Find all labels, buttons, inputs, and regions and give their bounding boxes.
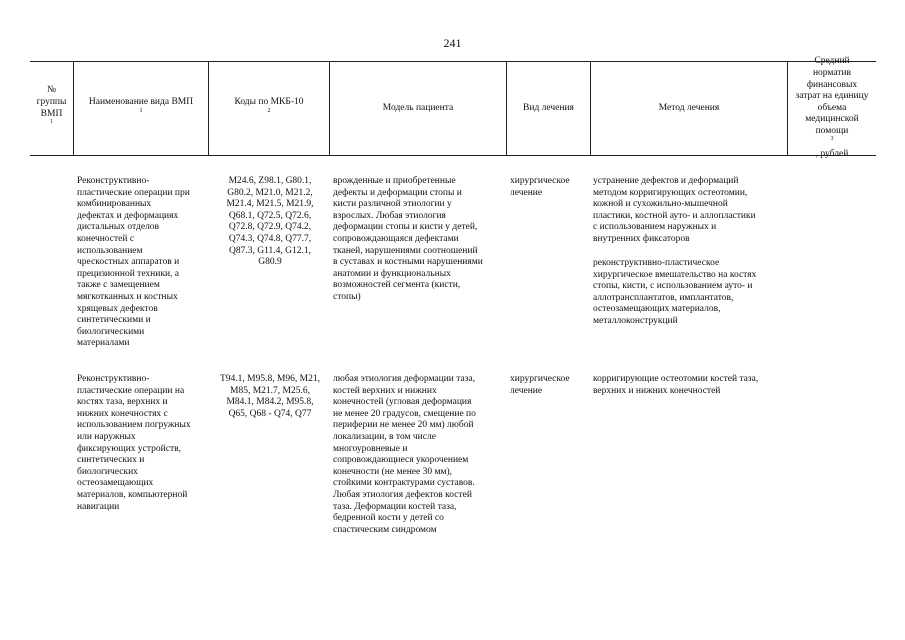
table-header-rule: [30, 155, 876, 156]
treatment-method-cell: реконструктивно-пластическое хирургическое вмешательство на костях стопы, кисти, с использованием ауто- и аллотрансплантатов, имплантатов, остеозамещающих материалов, металлоконструкций: [593, 258, 757, 326]
header-group-no: [30, 62, 73, 155]
treatment-method-cell: корригирующие остеотомии костей таза, верхних и нижних конечностей: [593, 374, 759, 396]
header-icd-codes: [209, 62, 329, 155]
header-treatment-method: [591, 62, 787, 155]
header-treatment-type: [507, 62, 590, 155]
header-vmp-name-text: Наименование вида ВМП: [88, 96, 194, 107]
icd-codes-cell: T94.1, M95.8, M96, M21, M85, M21.7, M25.6, M84.1, M84.2, M95.8, Q65, Q68 - Q74, Q77: [219, 374, 321, 419]
header-cost-norm-text: Средний норматив финансовых затрат на единицу объема медицинской помощи: [795, 56, 869, 136]
header-treatment-type-text: Вид лечения: [523, 102, 574, 113]
header-cost-norm: [788, 56, 876, 160]
header-patient-model: [330, 62, 506, 155]
header-patient-model-text: Модель пациента: [382, 102, 454, 113]
vmp-name-cell: Реконструктивно- пластические операции на костях таза, верхних и нижних конечностях с использованием погружных или наружных фиксирующих устройств, синтетических и биологических остеозамещающих материалов, компьютерной навигации: [77, 374, 191, 512]
patient-model-cell: любая этиология деформации таза, костей верхних и нижних конечностей (угловая деформация не менее 20 градусов, смещение по периферии не менее 20 мм) любой локализации, в том числе многоуровневые и сопровождающиеся укорочением конечности (не менее 30 мм), стойкими контрактурами суставов. Любая этиология дефектов костей таза. Деформации костей таза, бедренной кости у детей со спастическим синдромом: [333, 374, 476, 535]
footnote-marker: 2: [267, 107, 271, 114]
patient-model-cell: врожденные и приобретенные дефекты и деформации стопы и кисти различной этиологии у взрослых. Любая этиология деформации стопы и кисти у детей, сопровождающаяся дефектами тканей, нарушениями соотношений в суставах и костными нарушениями анатомии и функциональных возможностей сегмента (кисти, стопы): [333, 176, 483, 302]
footnote-marker: 1: [139, 107, 143, 114]
header-icd-codes-text: Коды по МКБ-10: [234, 96, 304, 107]
header-treatment-method-text: Метод лечения: [658, 102, 720, 113]
header-vmp-name: [74, 62, 208, 155]
treatment-type-cell: хирургическое лечение: [510, 374, 570, 396]
vmp-name-cell: Реконструктивно- пластические операции при комбинированных дефектах и деформациях дистальных отделов конечностей с использованием чрескостных аппаратов и прецизионной техники, а также с замещением мягкотканных и костных хрящевых дефектов синтетическими и биологическими материалами: [77, 176, 190, 349]
treatment-type-cell: хирургическое лечение: [510, 176, 570, 198]
icd-codes-cell: M24.6, Z98.1, G80.1, G80.2, M21.0, M21.2, M21.4, M21.5, M21.9, Q68.1, Q72.5, Q72.6, Q72.8, Q72.9, Q74.2, Q74.3, Q74.8, Q77.7, Q87.3, G11.4, G12.1, G80.9: [226, 176, 314, 268]
footnote-marker: 3: [830, 136, 834, 143]
header-group-no-text: № группы ВМП: [36, 85, 67, 119]
header-cost-norm-unit: , рублей: [815, 149, 849, 160]
footnote-marker: 1: [49, 118, 53, 125]
treatment-method-cell: устранение дефектов и деформаций методом корригирующих остеотомии, кожной и сухожильно-мышечной пластики, костной ауто- и аллопластики с использованием наружных и внутренних фиксаторов: [593, 176, 756, 244]
page-number: 241: [443, 36, 462, 50]
